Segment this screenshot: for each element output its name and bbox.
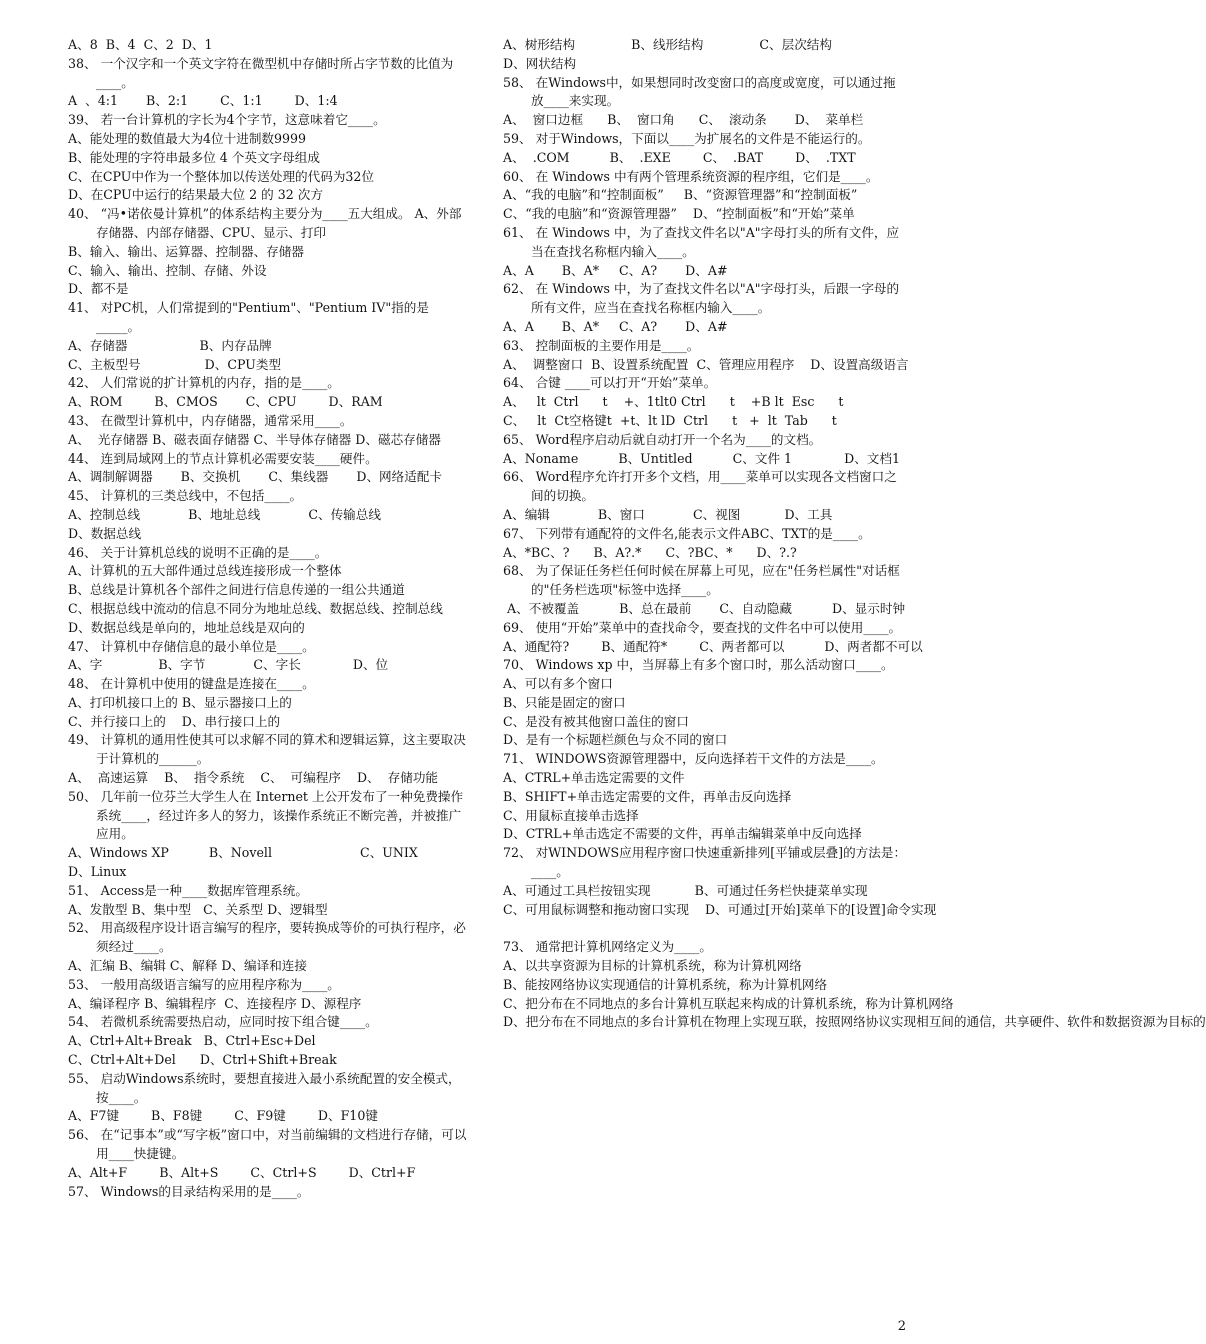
question-text: 68、 为了保证任务栏任何时候在屏幕上可见，应在"任务栏属性"对话框的"任务栏选项"标签中选择____。 xyxy=(503,563,900,598)
question-text: 63、 控制面板的主要作用是____。 xyxy=(503,337,700,353)
question-text: 65、 Word程序启动后就自动打开一个名为____的文档。 xyxy=(503,431,822,447)
answer-option: A、通配符? B、通配符* C、两者都可以 D、两者都不可以 xyxy=(503,638,923,654)
question-text: 49、 计算机的通用性使其可以求解不同的算术和逻辑运算，这主要取决于计算机的______。 xyxy=(68,732,466,767)
answer-option: A、 高速运算 B、 指令系统 C、 可编程序 D、 存储功能 xyxy=(68,770,439,786)
question-text: 69、 使用“开始”菜单中的查找命令，要查找的文件名中可以使用____。 xyxy=(503,619,902,635)
answer-option: A、Noname B、Untitled C、文件 1 D、文档1 xyxy=(503,450,900,466)
question-text: 53、 一般用高级语言编写的应用程序称为____。 xyxy=(68,976,340,992)
question-text: 42、 人们常说的扩计算机的内存，指的是____。 xyxy=(68,375,340,391)
answer-option: A、F7键 B、F8键 C、F9键 D、F10键 xyxy=(68,1108,378,1124)
question-text: 57、 Windows的目录结构采用的是____。 xyxy=(68,1183,310,1199)
question-text: 39、 若一台计算机的字长为4个字节，这意味着它____。 xyxy=(68,112,386,128)
answer-option: A、控制总线 B、地址总线 C、传输总线 xyxy=(68,506,381,522)
question-text: 71、 WINDOWS资源管理器中，反向选择若干文件的方法是____。 xyxy=(503,751,884,767)
question-text: 47、 计算机中存储信息的最小单位是____。 xyxy=(68,638,315,654)
question-text: 50、 几年前一位芬兰大学生人在 Internet 上公开发布了一种免费操作系统____，经过许多人的努力，该操作系统正不断完善，并被推广应用。 xyxy=(68,788,464,842)
answer-option: A、CTRL+单击选定需要的文件 xyxy=(503,770,685,786)
answer-option: A、编辑 B、窗口 C、视图 D、工具 xyxy=(503,506,833,522)
answer-option: A 、4:1 B、2:1 C、1:1 D、1:4 xyxy=(68,93,338,109)
answer-option: D、CTRL+单击选定不需要的文件，再单击编辑菜单中反向选择 xyxy=(503,826,862,842)
question-text: 67、 下列带有通配符的文件名,能表示文件ABC、TXT的是____。 xyxy=(503,525,871,541)
answer-option: B、只能是固定的窗口 xyxy=(503,694,626,710)
question-text: 45、 计算机的三类总线中，不包括____。 xyxy=(68,488,303,504)
answer-option: D、是有一个标题栏颜色与众不同的窗口 xyxy=(503,732,728,748)
answer-option: A、调制解调器 B、交换机 C、集线器 D、网络适配卡 xyxy=(68,469,443,485)
answer-option: A、 窗口边框 B、 窗口角 C、 滚动条 D、 菜单栏 xyxy=(503,112,864,128)
left-column xyxy=(68,36,470,1201)
answer-option: A、A B、A* C、A? D、A# xyxy=(503,262,728,278)
right-column xyxy=(503,36,1206,1032)
answer-option: C、输入、输出、控制、存储、外设 xyxy=(68,262,267,278)
answer-option: A、“我的电脑”和“控制面板” B、“资源管理器”和“控制面板” xyxy=(503,187,858,203)
answer-option: C、用鼠标直接单击选择 xyxy=(503,807,639,823)
answer-option: A、汇编 B、编辑 C、解释 D、编译和连接 xyxy=(68,958,307,974)
answer-option: A、打印机接口上的 B、显示器接口上的 xyxy=(68,694,292,710)
answer-option: B、能处理的字符串最多位 4 个英文字母组成 xyxy=(68,149,320,165)
question-text: 60、 在 Windows 中有两个管理系统资源的程序组，它们是____。 xyxy=(503,168,879,184)
answer-option: A、 光存储器 B、磁表面存储器 C、半导体存储器 D、磁芯存储器 xyxy=(68,431,441,447)
question-text: 61、 在 Windows 中，为了查找文件名以"A"字母打头的所有文件，应当在查找名称框内输入____。 xyxy=(503,224,900,259)
answer-option: A、能处理的数值最大为4位十进制数9999 xyxy=(68,130,307,146)
answer-option: A、Ctrl+Alt+Break B、Ctrl+Esc+Del xyxy=(68,1033,316,1049)
question-text: 43、 在微型计算机中，内存储器，通常采用____。 xyxy=(68,412,353,428)
question-text: 59、 对于Windows，下面以____为扩展名的文件是不能运行的。 xyxy=(503,130,871,146)
answer-option: A、以共享资源为目标的计算机系统，称为计算机网络 xyxy=(503,958,802,974)
question-text: 58、 在Windows中，如果想同时改变窗口的高度或宽度，可以通过拖放____来实现。 xyxy=(503,74,896,109)
answer-option: A、Windows XP B、Novell C、UNIX xyxy=(68,845,418,861)
question-text: 46、 关于计算机总线的说明不正确的是____。 xyxy=(68,544,328,560)
question-text: 70、 Windows xp 中，当屏幕上有多个窗口时，那么活动窗口____。 xyxy=(503,657,894,673)
answer-option: C、根据总线中流动的信息不同分为地址总线、数据总线、控制总线 xyxy=(68,600,443,616)
answer-option: A、字 B、字节 C、字长 D、位 xyxy=(68,657,389,673)
question-text: 66、 Word程序允许打开多个文档，用____菜单可以实现各文档窗口之间的切换。 xyxy=(503,469,897,504)
answer-option: A、A B、A* C、A? D、A# xyxy=(503,318,728,334)
question-text: 56、 在“记事本”或“写字板”窗口中，对当前编辑的文档进行存储，可以用____快捷键。 xyxy=(68,1127,467,1162)
answer-option: D、在CPU中运行的结果最大位 2 的 32 次方 xyxy=(68,187,323,203)
answer-option: C、 lt Ct空格键t +t、lt lD Ctrl t + lt Tab t xyxy=(503,412,837,428)
answer-option: D、把分布在不同地点的多台计算机在物理上实现互联，按照网络协议实现相互间的通信，共享硬件、软件和数据资源为目标的 xyxy=(503,1014,1206,1030)
answer-option: A、 lt Ctrl t +、1tlt0 Ctrl t +B lt Esc t xyxy=(503,394,844,410)
page-number: 2 xyxy=(897,1319,906,1334)
answer-option: C、把分布在不同地点的多台计算机互联起来构成的计算机系统，称为计算机网络 xyxy=(503,995,954,1011)
answer-option: A、不被覆盖 B、总在最前 C、自动隐藏 D、显示时钟 xyxy=(503,600,906,616)
answer-option: D、Linux xyxy=(68,864,127,880)
answer-option: D、数据总线是单向的，地址总线是双向的 xyxy=(68,619,305,635)
question-text: 73、 通常把计算机网络定义为____。 xyxy=(503,939,712,955)
question-text: 51、 Access是一种____数据库管理系统。 xyxy=(68,882,308,898)
answer-option: D、网状结构 xyxy=(503,55,577,71)
question-text: 72、 对WINDOWS应用程序窗口快速重新排列[平铺或层叠]的方法是：____。 xyxy=(503,845,907,880)
question-text: 38、 一个汉字和一个英文字符在微型机中存储时所占字节数的比值为____。 xyxy=(68,55,454,90)
answer-option: D、数据总线 xyxy=(68,525,142,541)
question-text: 64、 合键 ____可以打开“开始”菜单。 xyxy=(503,375,717,391)
answer-option: C、“我的电脑”和“资源管理器” D、“控制面板”和“开始”菜单 xyxy=(503,206,855,222)
answer-option: B、能按网络协议实现通信的计算机系统，称为计算机网络 xyxy=(503,976,828,992)
answer-option: C、并行接口上的 D、串行接口上的 xyxy=(68,713,281,729)
blank-line xyxy=(503,919,908,938)
question-text: 55、 启动Windows系统时，要想直接进入最小系统配置的安全模式，按____。 xyxy=(68,1070,461,1105)
question-text: 62、 在 Windows 中，为了查找文件名以"A"字母打头，后跟一字母的所有文件，应当在查找名称框内输入____。 xyxy=(503,281,900,316)
answer-option: A、*BC、? B、A?.* C、?BC、* D、?.? xyxy=(503,544,797,560)
answer-option: B、总线是计算机各个部件之间进行信息传递的一组公共通道 xyxy=(68,582,405,598)
question-text: 44、 连到局域网上的节点计算机必需要安装____硬件。 xyxy=(68,450,378,466)
question-text: 54、 若微机系统需要热启动，应同时按下组合键____。 xyxy=(68,1014,378,1030)
answer-option: C、可用鼠标调整和拖动窗口实现 D、可通过[开始]菜单下的[设置]命令实现 xyxy=(503,901,937,917)
answer-option: A、编译程序 B、编辑程序 C、连接程序 D、源程序 xyxy=(68,995,362,1011)
answer-option: A、 .COM B、 .EXE C、 .BAT D、 .TXT xyxy=(503,149,856,165)
answer-option: A、树形结构 B、线形结构 C、层次结构 xyxy=(503,37,832,52)
answer-option: B、输入、输出、运算器、控制器、存储器 xyxy=(68,243,304,259)
question-text: 48、 在计算机中使用的键盘是连接在____。 xyxy=(68,676,315,692)
answer-option: B、SHIFT+单击选定需要的文件，再单击反向选择 xyxy=(503,788,792,804)
answer-option: A、 调整窗口 B、设置系统配置 C、管理应用程序 D、设置高级语言 xyxy=(503,356,909,372)
question-text: 52、 用高级程序设计语言编写的程序，要转换成等价的可执行程序，必须经过____。 xyxy=(68,920,466,955)
question-text: 41、 对PC机，人们常提到的"Pentium"、"Pentium IV"指的是_____。 xyxy=(68,300,429,334)
answer-option: A、8 B、4 C、2 D、1 xyxy=(68,37,213,52)
question-text: 40、 “冯•诺依曼计算机”的体系结构主要分为____五大组成。 A、外部存储器、内部存储器、CPU、显示、打印 xyxy=(68,206,462,240)
answer-option: C、主板型号 D、CPU类型 xyxy=(68,356,282,372)
answer-option: C、Ctrl+Alt+Del D、Ctrl+Shift+Break xyxy=(68,1052,337,1068)
answer-option: A、Alt+F B、Alt+S C、Ctrl+S D、Ctrl+F xyxy=(68,1164,416,1180)
answer-option: A、可以有多个窗口 xyxy=(503,676,613,692)
answer-option: C、在CPU中作为一个整体加以传送处理的代码为32位 xyxy=(68,168,375,184)
answer-option: A、ROM B、CMOS C、CPU D、RAM xyxy=(68,394,383,410)
answer-option: A、可通过工具栏按钮实现 B、可通过任务栏快捷菜单实现 xyxy=(503,882,868,898)
answer-option: C、是没有被其他窗口盖住的窗口 xyxy=(503,713,689,729)
answer-option: D、都不是 xyxy=(68,281,129,297)
answer-option: A、存储器 B、内存品牌 xyxy=(68,337,272,353)
answer-option: A、计算机的五大部件通过总线连接形成一个整体 xyxy=(68,563,342,579)
answer-option: A、发散型 B、集中型 C、关系型 D、逻辑型 xyxy=(68,901,328,917)
